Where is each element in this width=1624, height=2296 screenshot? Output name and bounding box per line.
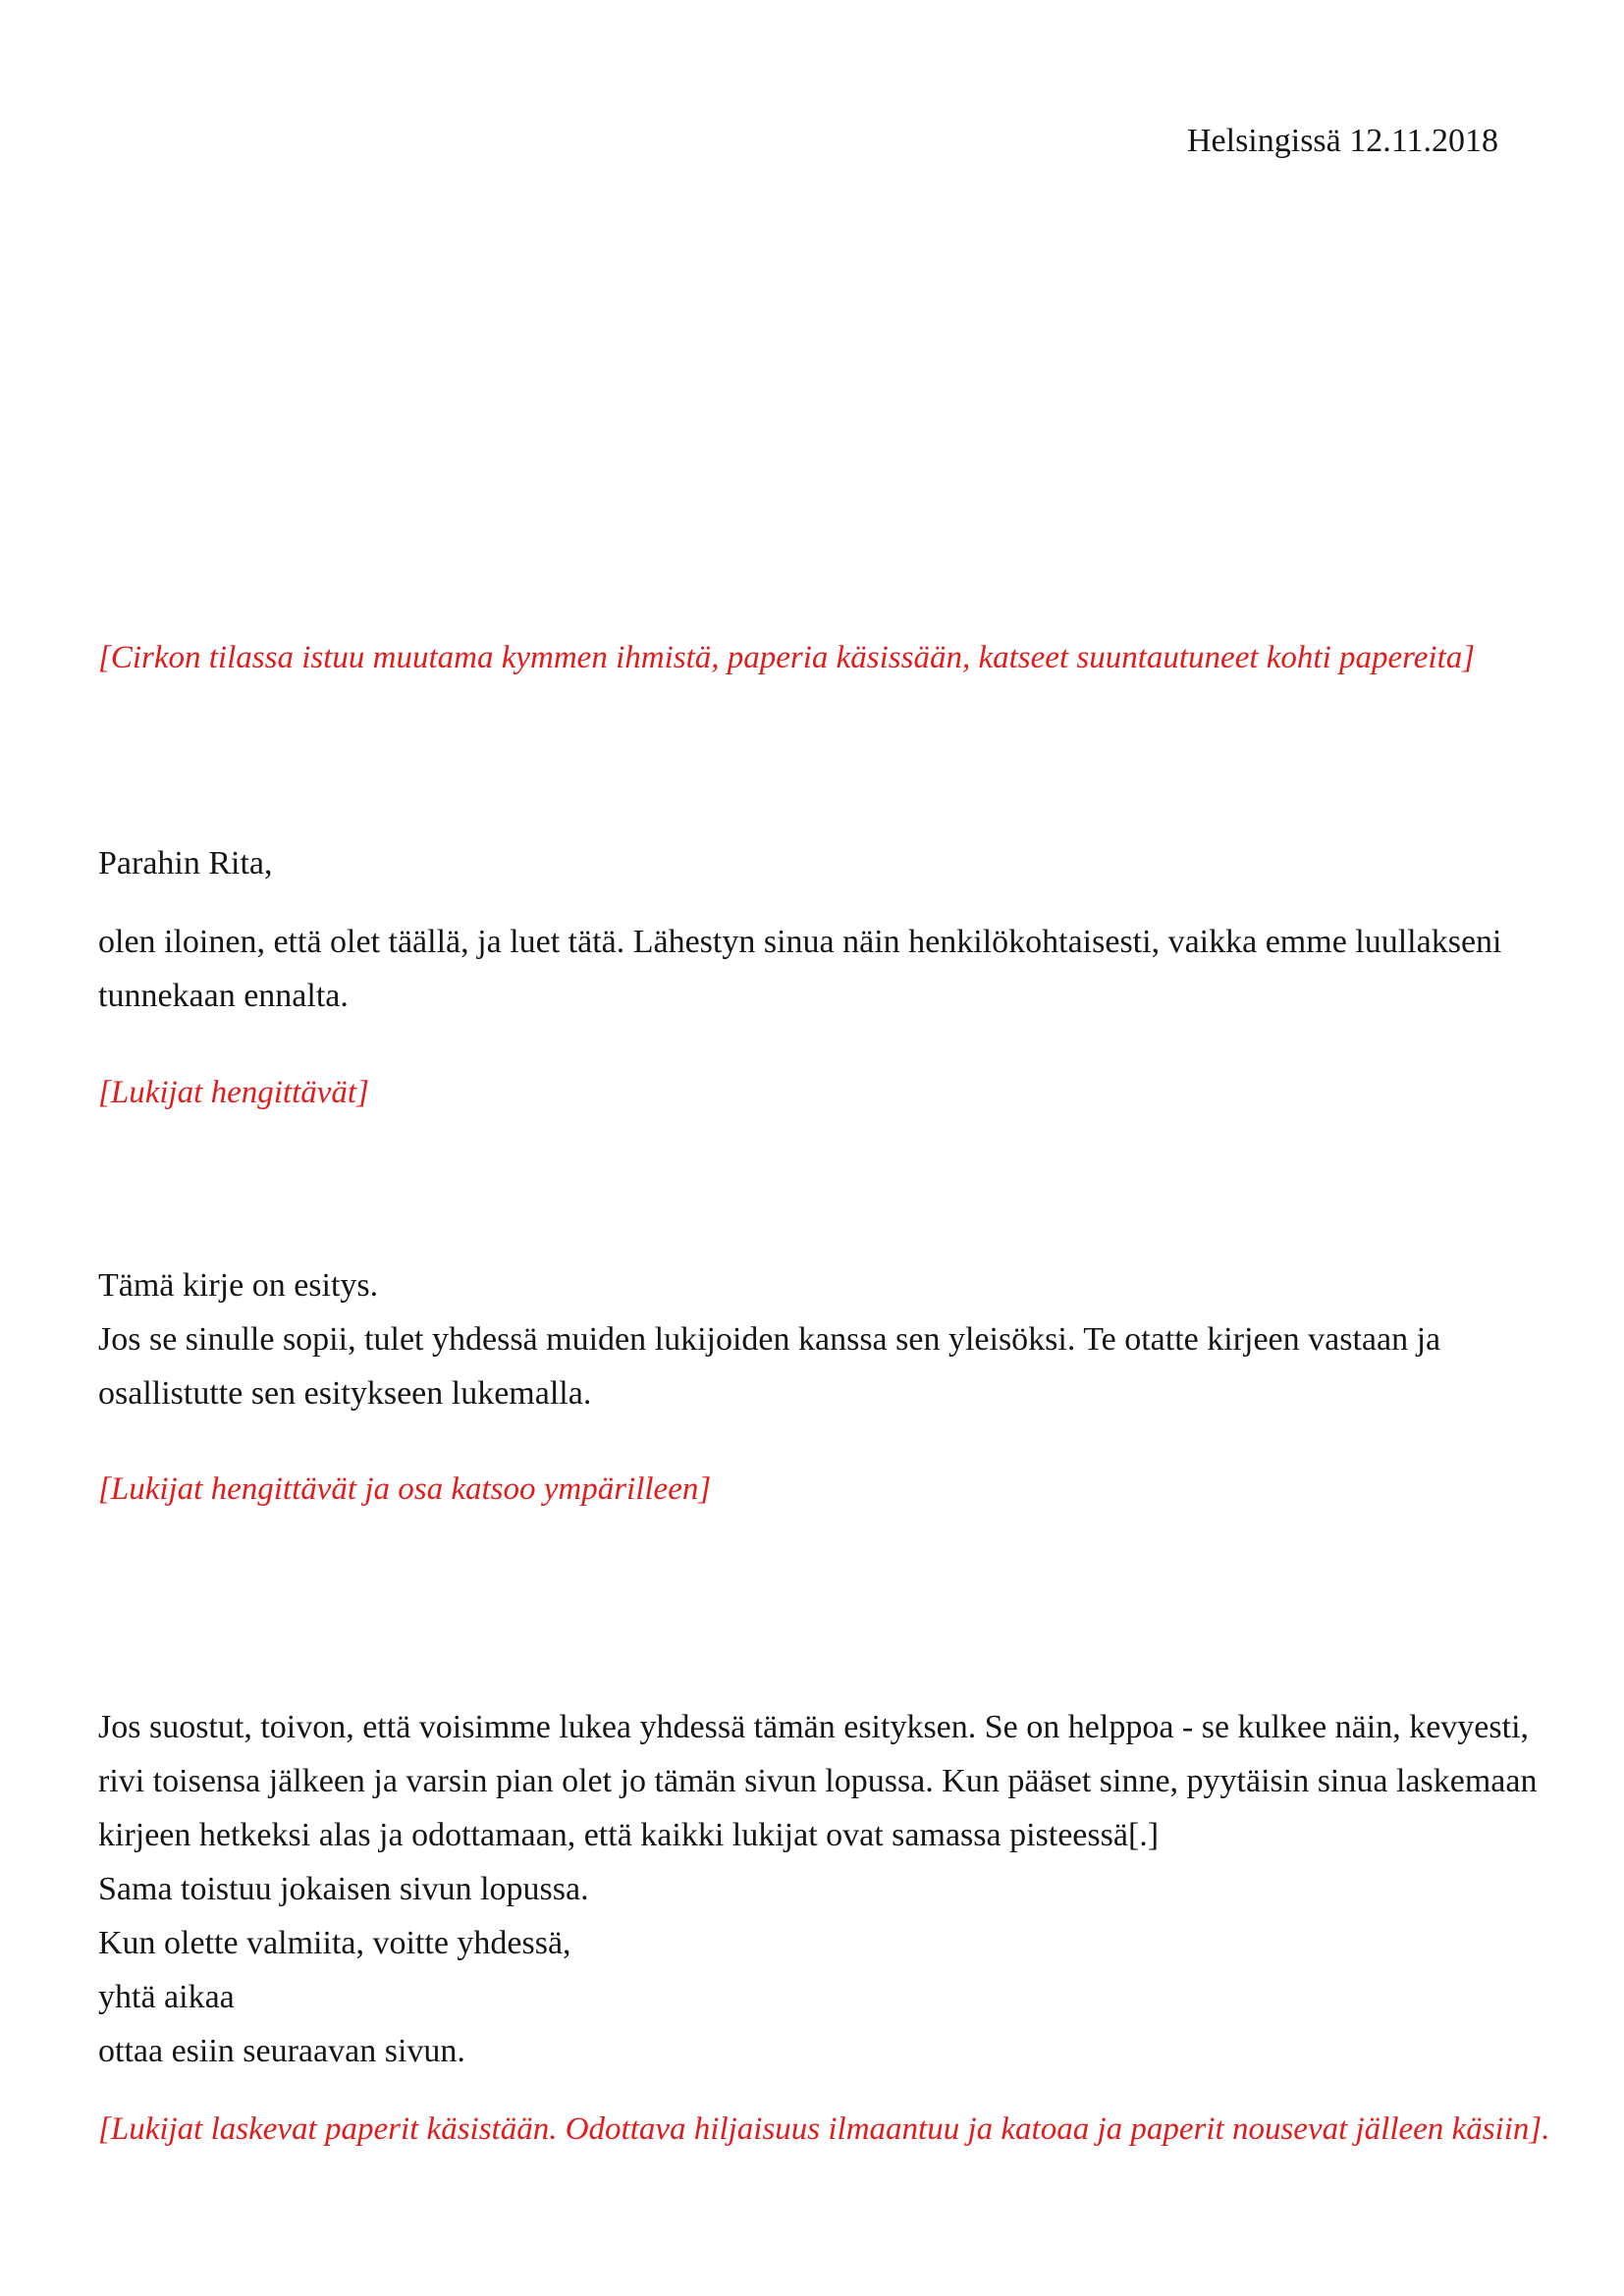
paragraph-3-line: Kun olette valmiita, voitte yhdessä,	[98, 1925, 571, 1961]
date-line: Helsingissä 12.11.2018	[1186, 123, 1498, 159]
paragraph-1-line: tunnekaan ennalta.	[98, 978, 349, 1014]
paragraph-1-line: olen iloinen, että olet täällä, ja luet tätä. Lähestyn sinua näin henkilökohtaisesti, vaikka emme luullakseni	[98, 924, 1502, 960]
paragraph-3-line: ottaa esiin seuraavan sivun.	[98, 2033, 465, 2069]
paragraph-3-line: Sama toistuu jokaisen sivun lopussa.	[98, 1871, 589, 1907]
paragraph-2-line: Jos se sinulle sopii, tulet yhdessä muiden lukijoiden kanssa sen yleisöksi. Te otatte kirjeen vastaan ja	[98, 1321, 1441, 1358]
salutation: Parahin Rita,	[98, 845, 273, 881]
paragraph-3	[98, 1700, 1536, 2078]
paragraph-3-line: rivi toisensa jälkeen ja varsin pian olet jo tämän sivun lopussa. Kun pääset sinne, pyytäisin sinua laskemaan	[98, 1763, 1538, 1799]
stage-direction-closing: [Lukijat laskevat paperit käsistään. Odottava hiljaisuus ilmaantuu ja katoaa ja paperit nousevat jälleen käsiin].	[98, 2111, 1550, 2147]
stage-direction-opening: [Cirkon tilassa istuu muutama kymmen ihmistä, paperia käsissään, katseet suuntautuneet kohti papereita]	[98, 640, 1476, 675]
stage-direction-breath-2: [Lukijat hengittävät ja osa katsoo ympärilleen]	[98, 1471, 712, 1507]
paragraph-3-line: Jos suostut, toivon, että voisimme lukea yhdessä tämän esityksen. Se on helppoa - se kulkee näin, kevyesti,	[98, 1709, 1530, 1745]
stage-direction-breath-1: [Lukijat hengittävät]	[98, 1075, 369, 1110]
paragraph-1	[98, 915, 1536, 1023]
paragraph-2	[98, 1258, 1536, 1420]
paragraph-3-line: yhtä aikaa	[98, 1979, 235, 2015]
paragraph-3-line: kirjeen hetkeksi alas ja odottamaan, että kaikki lukijat ovat samassa pisteessä[.]	[98, 1817, 1160, 1853]
paragraph-2-line: osallistutte sen esitykseen lukemalla.	[98, 1375, 592, 1412]
paragraph-2-line: Tämä kirje on esitys.	[98, 1267, 379, 1304]
